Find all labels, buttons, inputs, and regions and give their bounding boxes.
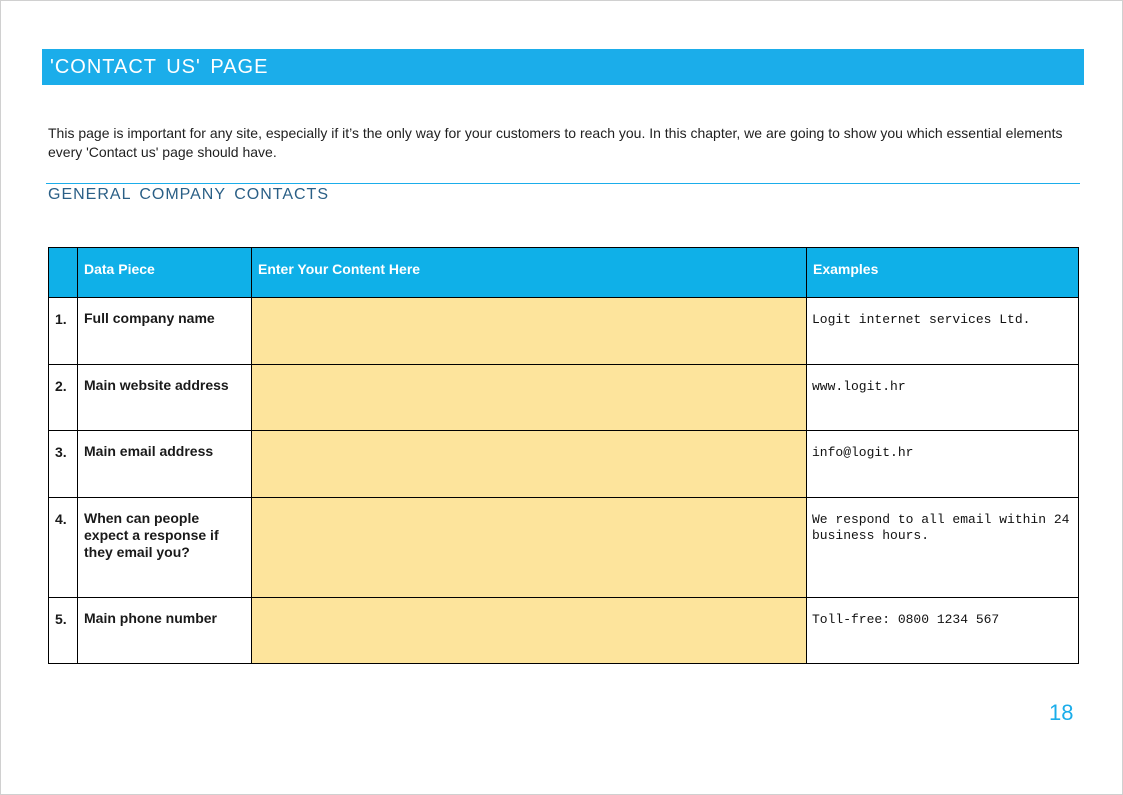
section-heading: GENERAL COMPANY CONTACTS <box>48 186 329 203</box>
content-input-cell[interactable] <box>252 431 807 498</box>
intro-paragraph: This page is important for any site, especially if it’s the only way for your customers to reach you. In this chapter, we are going to show you which essential elements every 'Contact us' page should have. <box>48 125 1063 160</box>
row-data-piece: Main email address <box>78 431 252 498</box>
table-header-row <box>49 248 1079 298</box>
page-title: 'CONTACT US' PAGE <box>42 49 1084 85</box>
row-number: 1. <box>49 298 78 365</box>
row-data-piece: Main phone number <box>78 598 252 664</box>
contacts-table <box>48 247 1079 664</box>
row-number: 5. <box>49 598 78 664</box>
page-number: 18 <box>1049 700 1074 725</box>
row-number: 2. <box>49 365 78 431</box>
table-row <box>49 365 1079 431</box>
row-data-piece: Full company name <box>78 298 252 365</box>
row-data-piece: Main website address <box>78 365 252 431</box>
header-content: Enter Your Content Here <box>252 248 807 298</box>
table-row <box>49 498 1079 598</box>
header-examples: Examples <box>807 248 1079 298</box>
table-row <box>49 298 1079 365</box>
table-row <box>49 431 1079 498</box>
row-example: Toll-free: 0800 1234 567 <box>807 598 1079 664</box>
row-number: 3. <box>49 431 78 498</box>
row-example: info@logit.hr <box>807 431 1079 498</box>
row-example: Logit internet services Ltd. <box>807 298 1079 365</box>
row-example: We respond to all email within 24 business hours. <box>807 498 1079 598</box>
header-data-piece: Data Piece <box>78 248 252 298</box>
content-input-cell[interactable] <box>252 498 807 598</box>
row-example: www.logit.hr <box>807 365 1079 431</box>
section-divider <box>46 183 1080 184</box>
content-input-cell[interactable] <box>252 365 807 431</box>
header-number <box>49 248 78 298</box>
row-data-piece: When can people expect a response if they email you? <box>78 498 252 598</box>
row-number: 4. <box>49 498 78 598</box>
content-input-cell[interactable] <box>252 298 807 365</box>
table-row <box>49 598 1079 664</box>
content-input-cell[interactable] <box>252 598 807 664</box>
